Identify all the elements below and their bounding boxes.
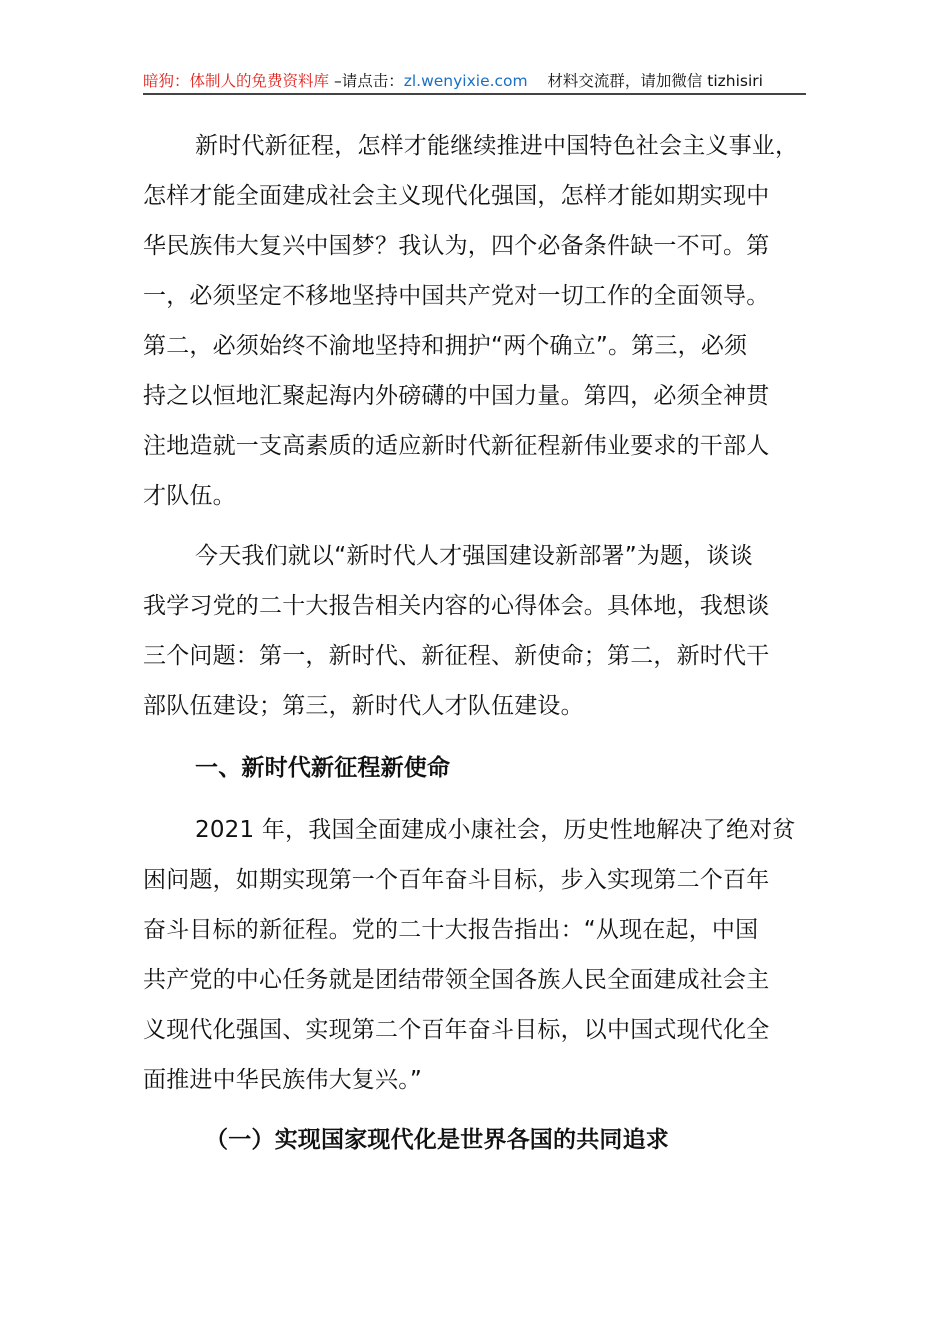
paragraph-line: 才队伍。 [143,483,236,509]
paragraph-line: 三个问题：第一，新时代、新征程、新使命；第二，新时代干 [143,643,770,669]
paragraph-line: 今天我们就以“新时代人才强国建设新部署”为题，谈谈 [195,543,753,569]
paragraph-line: 华民族伟大复兴中国梦？我认为，四个必备条件缺一不可。第 [143,233,770,259]
subsection-heading: （一）实现国家现代化是世界各国的共同追求 [205,1127,669,1153]
header-divider [143,93,806,95]
paragraph-line: 义现代化强国、实现第二个百年奋斗目标，以中国式现代化全 [143,1017,770,1043]
paragraph-line: 面推进中华民族伟大复兴。” [143,1067,423,1093]
click-prompt: –请点击： [329,72,404,90]
paragraph-line: 怎样才能全面建成社会主义现代化强国，怎样才能如期实现中 [143,183,770,209]
paragraph-line: 2021 年，我国全面建成小康社会，历史性地解决了绝对贫 [195,817,796,843]
paragraph-line: 新时代新征程，怎样才能继续推进中国特色社会主义事业， [195,133,799,159]
paragraph-line: 一，必须坚定不移地坚持中国共产党对一切工作的全面领导。 [143,283,770,309]
paragraph-line: 我学习党的二十大报告相关内容的心得体会。具体地，我想谈 [143,593,770,619]
paragraph-line: 共产党的中心任务就是团结带领全国各族人民全面建成社会主 [143,967,770,993]
paragraph-line: 困问题，如期实现第一个百年奋斗目标，步入实现第二个百年 [143,867,770,893]
site-url-link[interactable]: zl.wenyixie.com [403,72,528,90]
page-header [143,70,806,92]
section-heading: 一、新时代新征程新使命 [195,755,451,781]
paragraph-line: 奋斗目标的新征程。党的二十大报告指出：“从现在起，中国 [143,917,759,943]
paragraph-line: 注地造就一支高素质的适应新时代新征程新伟业要求的干部人 [143,433,770,459]
wechat-note: 材料交流群，请加微信 tizhisiri [527,72,763,90]
paragraph-line: 部队伍建设；第三，新时代人才队伍建设。 [143,693,584,719]
site-name: 暗狗：体制人的免费资料库 [143,72,330,90]
paragraph-line: 持之以恒地汇聚起海内外磅礴的中国力量。第四，必须全神贯 [143,383,770,409]
paragraph-line: 第二，必须始终不渝地坚持和拥护“两个确立”。第三，必须 [143,333,748,359]
